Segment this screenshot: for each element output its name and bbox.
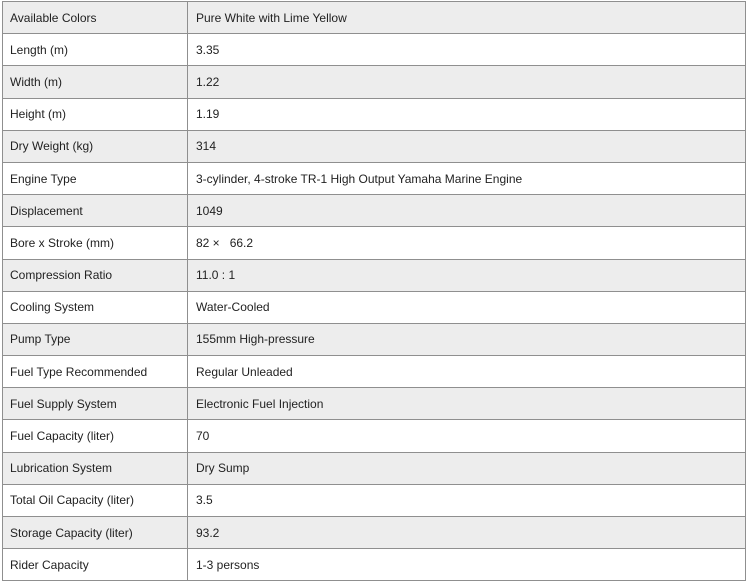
spec-value: 93.2 [188, 517, 746, 549]
spec-value: Pure White with Lime Yellow [188, 2, 746, 34]
table-row [3, 34, 746, 66]
spec-table-body [3, 2, 746, 581]
spec-value: 82 × 66.2 [188, 227, 746, 259]
table-row [3, 420, 746, 452]
spec-label: Fuel Type Recommended [3, 356, 188, 388]
spec-label: Lubrication System [3, 452, 188, 484]
table-row [3, 98, 746, 130]
spec-value: 1.19 [188, 98, 746, 130]
spec-value: 1.22 [188, 66, 746, 98]
spec-value: 3-cylinder, 4-stroke TR-1 High Output Yamaha Marine Engine [188, 162, 746, 194]
table-row [3, 259, 746, 291]
spec-label: Rider Capacity [3, 549, 188, 581]
spec-value: Dry Sump [188, 452, 746, 484]
spec-value: Regular Unleaded [188, 356, 746, 388]
table-row [3, 227, 746, 259]
spec-label: Pump Type [3, 323, 188, 355]
table-row [3, 130, 746, 162]
spec-value: 1049 [188, 195, 746, 227]
spec-label: Height (m) [3, 98, 188, 130]
spec-value: 3.5 [188, 484, 746, 516]
table-row [3, 2, 746, 34]
table-row [3, 388, 746, 420]
spec-value: Water-Cooled [188, 291, 746, 323]
spec-label: Length (m) [3, 34, 188, 66]
spec-label: Displacement [3, 195, 188, 227]
table-row [3, 356, 746, 388]
spec-value: 70 [188, 420, 746, 452]
spec-value: 11.0 : 1 [188, 259, 746, 291]
spec-value: 3.35 [188, 34, 746, 66]
table-row [3, 162, 746, 194]
spec-label: Cooling System [3, 291, 188, 323]
table-row [3, 291, 746, 323]
spec-label: Engine Type [3, 162, 188, 194]
table-row [3, 549, 746, 581]
table-row [3, 452, 746, 484]
table-row [3, 66, 746, 98]
table-row [3, 484, 746, 516]
spec-value: 314 [188, 130, 746, 162]
table-row [3, 517, 746, 549]
spec-value: 155mm High-pressure [188, 323, 746, 355]
spec-label: Width (m) [3, 66, 188, 98]
spec-label: Total Oil Capacity (liter) [3, 484, 188, 516]
spec-label: Compression Ratio [3, 259, 188, 291]
spec-label: Dry Weight (kg) [3, 130, 188, 162]
table-row [3, 195, 746, 227]
spec-label: Fuel Supply System [3, 388, 188, 420]
spec-value: 1-3 persons [188, 549, 746, 581]
spec-label: Storage Capacity (liter) [3, 517, 188, 549]
spec-label: Bore x Stroke (mm) [3, 227, 188, 259]
table-row [3, 323, 746, 355]
spec-label: Available Colors [3, 2, 188, 34]
spec-label: Fuel Capacity (liter) [3, 420, 188, 452]
spec-value: Electronic Fuel Injection [188, 388, 746, 420]
spec-table [2, 1, 746, 581]
